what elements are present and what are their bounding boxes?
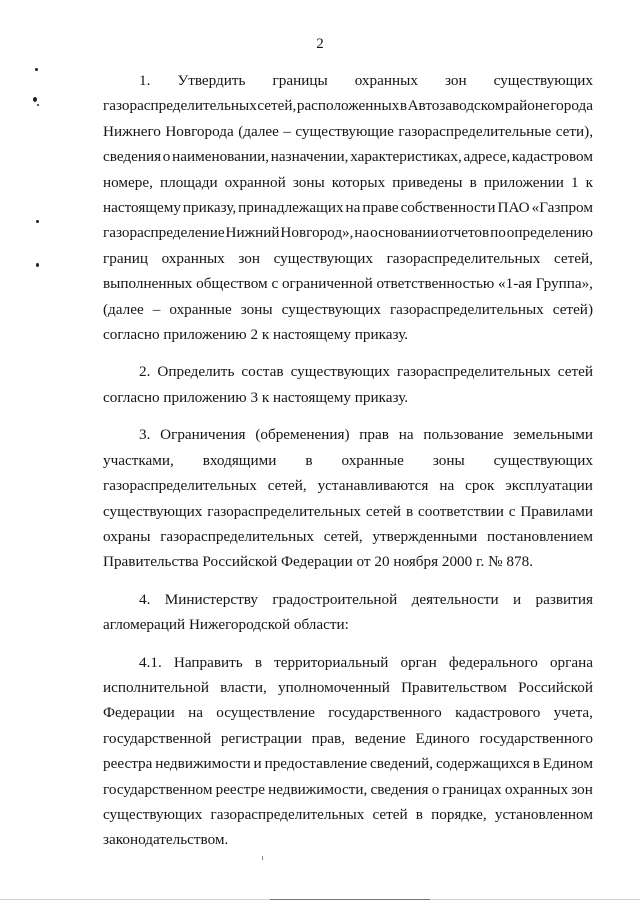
paragraph-clause-4 bbox=[103, 587, 593, 638]
word: зон bbox=[238, 249, 261, 267]
word: Утвердить bbox=[177, 72, 246, 89]
text-line: государственном реестре недвижимости, сведения о границах охранных зон bbox=[103, 780, 593, 798]
text-line: настоящему приказу, принадлежащих на праве собственности ПАО «Газпром bbox=[103, 199, 593, 217]
text-line: 4.1. Направить в территориальный орган федерального органа bbox=[139, 653, 593, 671]
word: существующих bbox=[493, 72, 593, 89]
text-line: газораспределительных сетей, устанавливаются на срок эксплуатации bbox=[103, 477, 593, 495]
word: деятельности bbox=[411, 590, 499, 608]
word: зоны bbox=[432, 451, 465, 469]
word: участками, bbox=[103, 451, 174, 469]
word: градостроительной bbox=[272, 590, 398, 608]
paragraph-clause-2 bbox=[103, 359, 593, 410]
text-line: существующих газораспределительных сетей в соответствии с Правилами bbox=[103, 502, 593, 520]
paragraph-clause-4-1 bbox=[103, 650, 593, 853]
word: развития bbox=[535, 590, 593, 608]
word: сетей, bbox=[553, 249, 593, 267]
paragraph-clause-1 bbox=[103, 68, 593, 347]
word: существующих bbox=[493, 451, 593, 469]
scan-edge-line bbox=[270, 899, 430, 900]
text-line: 3. Ограничения (обременения) прав на пользование земельными bbox=[139, 426, 593, 444]
word: охранные bbox=[341, 451, 404, 469]
text-line: Правительства Российской Федерации от 20 ноября 2000 г. № 878. bbox=[103, 553, 534, 571]
scan-speck bbox=[37, 104, 39, 106]
text-line: охраны газораспределительных сетей, утвержденными постановлением bbox=[103, 527, 593, 545]
text-line: газораспределение Нижний Новгород», на основании отчетов по определению bbox=[103, 224, 593, 242]
scan-speck bbox=[36, 263, 39, 267]
text-line: агломераций Нижегородской области: bbox=[103, 616, 349, 634]
text-line: государственной регистрации прав, ведение Единого государственного bbox=[103, 729, 593, 747]
text-line: выполненных обществом с ограниченной ответственностью «1-ая Группа», bbox=[103, 275, 593, 293]
scan-speck bbox=[36, 220, 39, 223]
page-number: 2 bbox=[316, 36, 324, 52]
text-line: сведения о наименовании, назначении, характеристиках, адресе, кадастровом bbox=[103, 148, 593, 166]
word: охранных bbox=[161, 249, 225, 267]
word: границ bbox=[103, 249, 148, 267]
text-line: согласно приложению 2 к настоящему приказу. bbox=[103, 326, 409, 344]
text-line: номере, площади охранной зоны которых приведены в приложении 1 к bbox=[103, 173, 593, 191]
paragraph-clause-3 bbox=[103, 422, 593, 574]
text-line: реестра недвижимости и предоставление сведений, содержащихся в Едином bbox=[103, 755, 593, 773]
word: и bbox=[513, 590, 522, 608]
text-line: Федерации на осуществление государственного кадастрового учета, bbox=[103, 704, 593, 722]
text-line: (далее – охранные зоны существующих газораспределительных сетей) bbox=[103, 300, 593, 318]
word: охранных bbox=[354, 72, 418, 89]
word: 1. bbox=[139, 72, 151, 89]
word: Министерству bbox=[164, 590, 259, 608]
text-line bbox=[103, 587, 593, 612]
word: в bbox=[305, 451, 313, 469]
text-line: исполнительной власти, уполномоченный Правительством Российской bbox=[103, 678, 593, 696]
scan-speck bbox=[35, 68, 38, 71]
word: зон bbox=[444, 72, 467, 89]
word: 4. bbox=[139, 590, 151, 608]
text-line: существующих газораспределительных сетей в порядке, установленном bbox=[103, 805, 593, 823]
text-line: законодательством. bbox=[103, 831, 229, 849]
text-line: согласно приложению 3 к настоящему приказу. bbox=[103, 388, 409, 406]
word: границы bbox=[272, 72, 328, 89]
word: существующих bbox=[273, 249, 373, 267]
text-line bbox=[103, 246, 593, 271]
text-line: Нижнего Новгорода (далее – существующие газораспределительные сети), bbox=[103, 122, 593, 140]
word: газораспределительных bbox=[386, 249, 541, 267]
text-line bbox=[103, 448, 593, 473]
scan-speck bbox=[33, 97, 37, 102]
document-body bbox=[103, 68, 593, 865]
word: входящими bbox=[202, 451, 277, 469]
text-line bbox=[103, 68, 593, 93]
text-line: 2. Определить состав существующих газораспределительных сетей bbox=[139, 363, 593, 381]
text-line: газораспределительных сетей, расположенных в Автозаводском районе города bbox=[103, 97, 593, 115]
